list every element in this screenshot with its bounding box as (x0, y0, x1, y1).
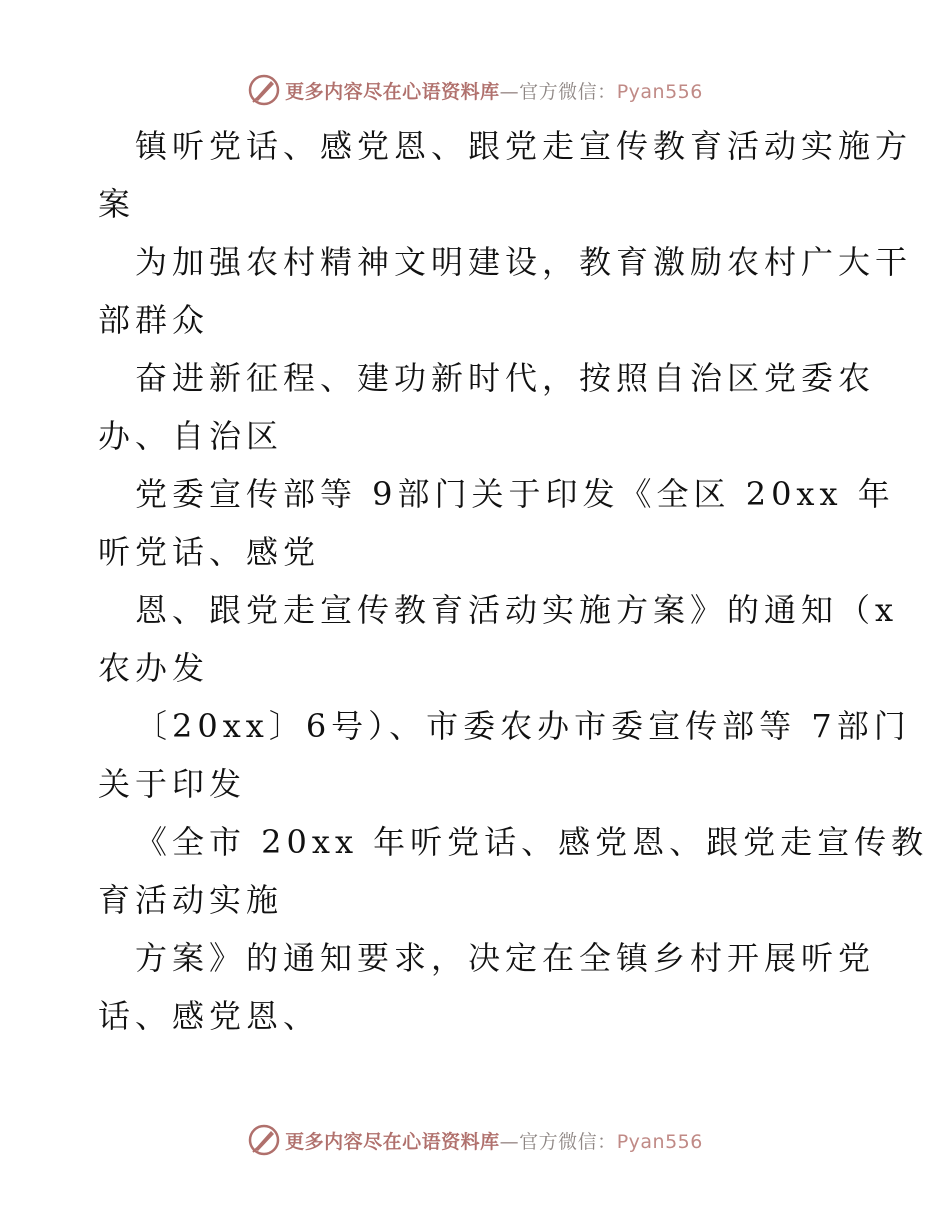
paragraph-line: 〔20xx〕6号）、市委农办市委宣传部等 7部门 (135, 707, 911, 745)
quill-logo-icon (247, 1123, 281, 1157)
watermark-banner-bottom (0, 1120, 950, 1160)
watermark-dash: — (499, 1130, 520, 1153)
paragraph-line: 办、自治区 (98, 417, 284, 455)
watermark-dash: — (499, 80, 520, 103)
watermark-wechat-id: Pyan556 (616, 1130, 703, 1153)
watermark-label: 官方微信： (519, 80, 617, 103)
paragraph-line: 农办发 (98, 649, 210, 687)
watermark-wechat-id: Pyan556 (616, 80, 703, 103)
watermark-text (285, 1127, 703, 1154)
paragraph-line: 关于印发 (98, 765, 247, 803)
paragraph-line: 党委宣传部等 9部门关于印发《全区 20xx 年 (135, 475, 895, 513)
quill-logo-icon (247, 73, 281, 107)
paragraph-line: 《全市 20xx 年听党话、感党恩、跟党走宣传教 (135, 823, 929, 861)
document-title-line-1: 镇听党话、感党恩、跟党走宣传教育活动实施方 (135, 127, 913, 165)
paragraph-line: 方案》的通知要求，决定在全镇乡村开展听党 (135, 939, 876, 977)
watermark-brand: 更多内容尽在心语资料库 (285, 80, 500, 103)
watermark-text (285, 77, 703, 104)
watermark-brand: 更多内容尽在心语资料库 (285, 1130, 500, 1153)
document-title-line-2: 案 (98, 185, 136, 223)
paragraph-line: 部群众 (98, 301, 210, 339)
paragraph-line: 奋进新征程、建功新时代，按照自治区党委农 (135, 359, 876, 397)
paragraph-line: 听党话、感党 (98, 533, 321, 571)
watermark-banner-top (0, 70, 950, 110)
paragraph-line: 话、感党恩、 (98, 997, 321, 1035)
paragraph-line: 为加强农村精神文明建设，教育激励农村广大干 (135, 243, 913, 281)
watermark-label: 官方微信： (519, 1130, 617, 1153)
paragraph-line: 恩、跟党走宣传教育活动实施方案》的通知（x (135, 591, 899, 629)
paragraph-line: 育活动实施 (98, 881, 284, 919)
